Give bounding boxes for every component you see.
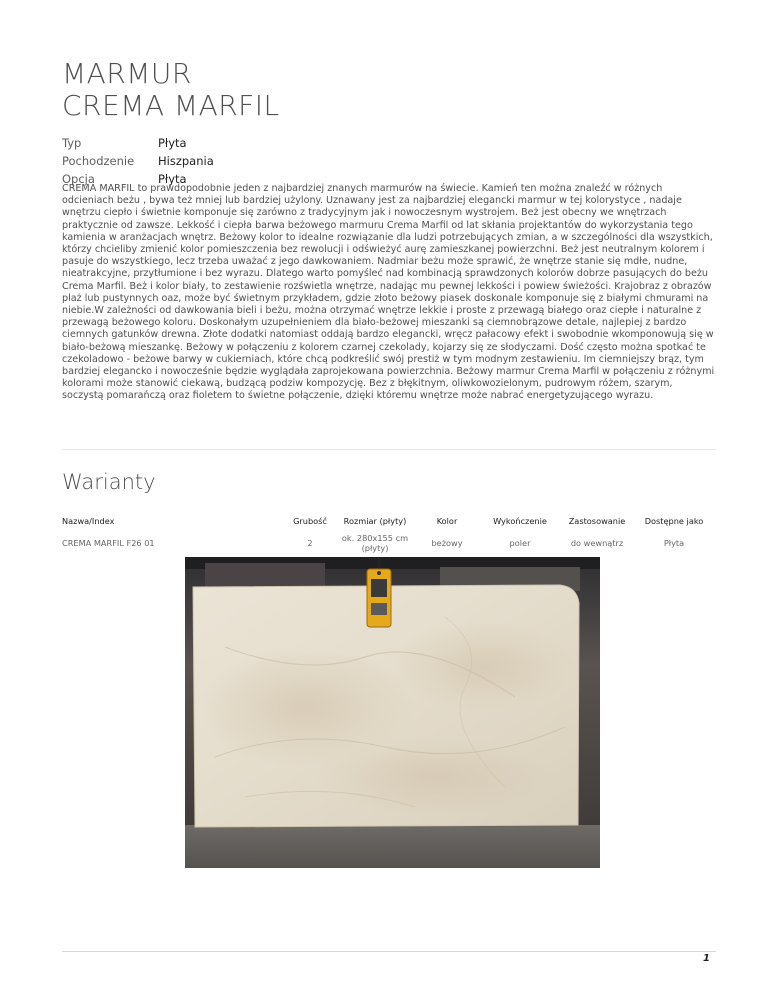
- variants-heading: Warianty: [62, 470, 156, 494]
- column-header-application: Zastosowanie: [568, 516, 626, 526]
- title-line-1: MARMUR: [62, 57, 192, 90]
- property-label: Pochodzenie: [62, 154, 135, 168]
- table-header-row: [62, 512, 714, 530]
- column-header-size: Rozmiar (płyty): [343, 516, 407, 526]
- cell-color: beżowy: [431, 538, 463, 548]
- footer-divider: [62, 951, 716, 952]
- cell-application: do wewnątrz: [570, 538, 624, 548]
- table-row: [62, 530, 714, 556]
- product-properties: [62, 134, 214, 188]
- cell-finish: poler: [509, 538, 531, 548]
- product-description: CREMA MARFIL to prawdopodobnie jeden z najbardziej znanych marmurów na świecie. Kamień ten można znaleźć w różnych odcieniach beżu , bywa też mniej lub bardziej użylony. Uznawany jest za najbardziej elegancki marmur w tej kolorystyce , nadaje wnętrzu ciepło i świetnie komponuje się zarówno z tradycyjnym jak i nowoczesnym wystrojem. Beż jest obecny we wnętrzach praktycznie od zawsze. Lekkość i ciepła barwa beżowego marmuru Crema Marfil od lat skłania projektantów do wykorzystania tego kamienia w aranżacjach wnętrz. Beżowy kolor to idealne rozwiązanie dla ludzi potrzebujących zmian, a w szczególności dla wszystkich, którzy chcieliby zmienić kolor pomieszczenia bez rewolucji i odświeżyć aurę zamieszkanej powierzchni. Beż jest neutralnym kolorem i pasuje do wszystkiego, lecz trzeba uważać z jego dawkowaniem. Nadmiar beżu może sprawić, że wnętrze stanie się mdłe, nudne, nieatrakcyjne, przytłumione i bez wyrazu. Dlatego warto pomyśleć nad kombinacją sprawdzonych kolorów dobrze pasujących do beżu Crema Marfil. Beż i kolor biały, to zestawienie rozświetla wnętrze, nadając mu pewnej lekkości i powiew świeżości. Krajobraz z obrazów plaż lub pustynnych oaz, może być świetnym przykładem, gdzie złoto beżowy piasek doskonale komponuje się z białymi chmurami na niebie.W zależności od dawkowania bieli i beżu, można otrzymać wnętrze lekkie i proste z przewagą białego oraz ciepłe i naturalne z przewagą beżowego koloru. Doskonałym uzupełnieniem dla biało-beżowej mieszanki są ciemnobrązowe detale, najlepiej z bardzo ciemnych gatunków drewna. Złote dodatki natomiast oddają bardzo elegancki, wręcz pałacowy efekt i swobodnie wkomponowują się w biało-beżową mieszankę. Beżowy w połączeniu z kolorem czarnej czekolady, kojarzy się ze słodyczami. Dość często można spotkać te czekoladowo - beżowe barwy w cukierniach, które chcą podkreślić swój prestiż w tym modnym zestawieniu. Im ciemniejszy brąz, tym bardziej elegancko i nowocześnie będzie wyglądała zaprojekowana powierzchnia. Beżowy marmur Crema Marfil w połączeniu z różnymi kolorami może stanowić ciekawą, budzącą podziw kompozycję. Bez z błękitnym, oliwkowozielonym, pudrowym różem, szarym, soczystą pomarańczą oraz fioletem to świetne połączenie, dzięki któremu wnętrze może nabrać energetyzującego wyrazu.: [62, 183, 715, 402]
- property-label: Typ: [62, 136, 82, 150]
- cell-available-as: Płyta: [663, 538, 685, 548]
- page-title: [62, 58, 280, 122]
- column-header-available-as: Dostępne jako: [644, 516, 704, 526]
- column-header-finish: Wykończenie: [493, 516, 547, 526]
- property-label: Opcja: [62, 172, 95, 186]
- variants-table: [62, 512, 714, 556]
- title-line-2: CREMA MARFIL: [62, 89, 280, 122]
- column-header-color: Kolor: [436, 516, 458, 526]
- cell-thickness: 2: [307, 538, 313, 548]
- cell-size: ok. 280x155 cm (płyty): [341, 533, 409, 553]
- marble-slab-photo: [185, 557, 600, 868]
- page-number: 1: [703, 953, 710, 964]
- property-value: Płyta: [158, 172, 187, 186]
- property-origin: [62, 152, 214, 170]
- column-header-thickness: Grubość: [293, 516, 327, 526]
- property-type: [62, 134, 214, 152]
- property-value: Płyta: [158, 136, 187, 150]
- property-value: Hiszpania: [158, 154, 214, 168]
- section-divider: [62, 449, 716, 450]
- cell-name: CREMA MARFIL F26 01: [62, 538, 155, 548]
- column-header-name: Nazwa/Index: [62, 516, 115, 526]
